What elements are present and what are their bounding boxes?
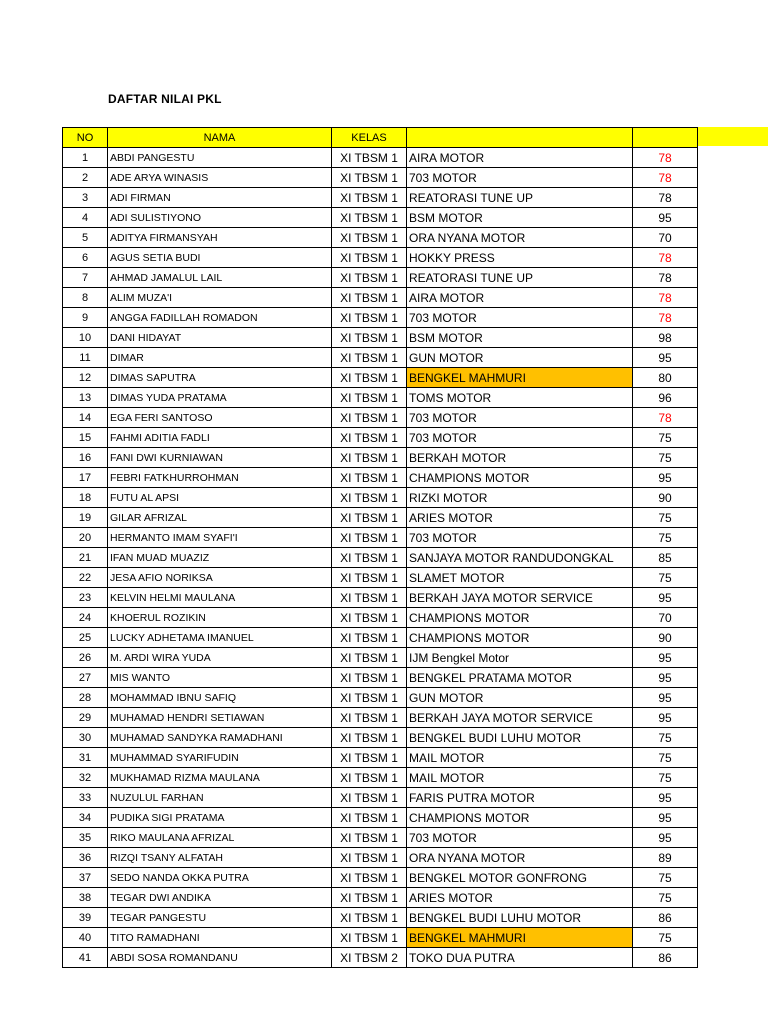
table-row (63, 948, 698, 968)
cell-nilai[interactable]: 78 (633, 188, 698, 208)
cell-nama[interactable]: RIZQI TSANY ALFATAH (108, 848, 332, 868)
cell-no[interactable]: 7 (63, 268, 108, 288)
table-row (63, 628, 698, 648)
cell-kelas[interactable]: XI TBSM 1 (332, 528, 407, 548)
cell-tempat[interactable]: ORA NYANA MOTOR (407, 848, 633, 868)
table-row (63, 188, 698, 208)
cell-nama[interactable]: AHMAD JAMALUL LAIL (108, 268, 332, 288)
cell-tempat[interactable]: BERKAH JAYA MOTOR SERVICE (407, 708, 633, 728)
cell-kelas[interactable]: XI TBSM 1 (332, 388, 407, 408)
cell-nilai[interactable]: 78 (633, 248, 698, 268)
cell-no[interactable]: 8 (63, 288, 108, 308)
cell-kelas[interactable]: XI TBSM 1 (332, 568, 407, 588)
table-row (63, 508, 698, 528)
header-nilai[interactable] (633, 128, 698, 148)
cell-tempat[interactable]: BSM MOTOR (407, 328, 633, 348)
cell-nilai[interactable]: 75 (633, 728, 698, 748)
cell-nilai[interactable]: 75 (633, 928, 698, 948)
header-fill-extension (695, 127, 768, 146)
cell-tempat[interactable]: 703 MOTOR (407, 828, 633, 848)
cell-kelas[interactable]: XI TBSM 1 (332, 308, 407, 328)
cell-nilai[interactable]: 78 (633, 288, 698, 308)
cell-nama[interactable]: ADI SULISTIYONO (108, 208, 332, 228)
cell-no[interactable]: 9 (63, 308, 108, 328)
cell-tempat[interactable]: CHAMPIONS MOTOR (407, 608, 633, 628)
cell-nilai[interactable]: 95 (633, 828, 698, 848)
cell-tempat[interactable]: RIZKI MOTOR (407, 488, 633, 508)
cell-nilai[interactable]: 95 (633, 788, 698, 808)
cell-kelas[interactable]: XI TBSM 1 (332, 188, 407, 208)
cell-nilai[interactable]: 78 (633, 408, 698, 428)
cell-nilai[interactable]: 78 (633, 308, 698, 328)
cell-no[interactable]: 11 (63, 348, 108, 368)
cell-nilai[interactable]: 70 (633, 228, 698, 248)
cell-no[interactable]: 27 (63, 668, 108, 688)
cell-tempat[interactable]: BERKAH MOTOR (407, 448, 633, 468)
cell-kelas[interactable]: XI TBSM 1 (332, 768, 407, 788)
cell-no[interactable]: 10 (63, 328, 108, 348)
cell-kelas[interactable]: XI TBSM 1 (332, 928, 407, 948)
cell-kelas[interactable]: XI TBSM 1 (332, 148, 407, 168)
cell-no[interactable]: 15 (63, 428, 108, 448)
cell-no[interactable]: 30 (63, 728, 108, 748)
cell-nama[interactable]: NUZULUL FARHAN (108, 788, 332, 808)
cell-kelas[interactable]: XI TBSM 1 (332, 348, 407, 368)
cell-nama[interactable]: GILAR AFRIZAL (108, 508, 332, 528)
cell-kelas[interactable]: XI TBSM 1 (332, 868, 407, 888)
header-kelas[interactable]: KELAS (332, 128, 407, 148)
table-row (63, 328, 698, 348)
cell-no[interactable]: 13 (63, 388, 108, 408)
table-row (63, 348, 698, 368)
table-row (63, 528, 698, 548)
cell-tempat[interactable]: BENGKEL BUDI LUHU MOTOR (407, 908, 633, 928)
cell-kelas[interactable]: XI TBSM 1 (332, 628, 407, 648)
cell-kelas[interactable]: XI TBSM 1 (332, 468, 407, 488)
cell-nama[interactable]: IFAN MUAD MUAZIZ (108, 548, 332, 568)
cell-nama[interactable]: JESA AFIO NORIKSA (108, 568, 332, 588)
cell-nilai[interactable]: 75 (633, 868, 698, 888)
cell-no[interactable]: 33 (63, 788, 108, 808)
cell-kelas[interactable]: XI TBSM 1 (332, 588, 407, 608)
cell-nilai[interactable]: 86 (633, 908, 698, 928)
cell-nama[interactable]: M. ARDI WIRA YUDA (108, 648, 332, 668)
table-row (63, 548, 698, 568)
table-row (63, 468, 698, 488)
cell-nilai[interactable]: 75 (633, 508, 698, 528)
cell-no[interactable]: 2 (63, 168, 108, 188)
cell-tempat[interactable]: SANJAYA MOTOR RANDUDONGKAL (407, 548, 633, 568)
header-no[interactable]: NO (63, 128, 108, 148)
cell-nama[interactable]: ADE ARYA WINASIS (108, 168, 332, 188)
cell-nilai[interactable]: 90 (633, 488, 698, 508)
table-row (63, 828, 698, 848)
cell-tempat[interactable]: 703 MOTOR (407, 408, 633, 428)
table-row (63, 568, 698, 588)
cell-kelas[interactable]: XI TBSM 1 (332, 648, 407, 668)
cell-tempat[interactable]: CHAMPIONS MOTOR (407, 628, 633, 648)
cell-kelas[interactable]: XI TBSM 1 (332, 908, 407, 928)
cell-nilai[interactable]: 95 (633, 208, 698, 228)
cell-kelas[interactable]: XI TBSM 1 (332, 848, 407, 868)
cell-tempat[interactable]: GUN MOTOR (407, 688, 633, 708)
cell-nama[interactable]: TEGAR PANGESTU (108, 908, 332, 928)
cell-nama[interactable]: PUDIKA SIGI PRATAMA (108, 808, 332, 828)
cell-nilai[interactable]: 95 (633, 348, 698, 368)
cell-tempat[interactable]: BERKAH JAYA MOTOR SERVICE (407, 588, 633, 608)
cell-tempat[interactable]: ARIES MOTOR (407, 888, 633, 908)
table-row (63, 408, 698, 428)
cell-no[interactable]: 36 (63, 848, 108, 868)
cell-nilai[interactable]: 95 (633, 648, 698, 668)
table-row (63, 808, 698, 828)
cell-kelas[interactable]: XI TBSM 2 (332, 948, 407, 968)
cell-nama[interactable]: MIS WANTO (108, 668, 332, 688)
cell-nilai[interactable]: 75 (633, 428, 698, 448)
cell-tempat[interactable]: ARIES MOTOR (407, 508, 633, 528)
cell-tempat[interactable]: TOKO DUA PUTRA (407, 948, 633, 968)
cell-nilai[interactable]: 70 (633, 608, 698, 628)
table-row (63, 868, 698, 888)
cell-no[interactable]: 32 (63, 768, 108, 788)
table-row (63, 368, 698, 388)
table-row (63, 768, 698, 788)
cell-kelas[interactable]: XI TBSM 1 (332, 208, 407, 228)
cell-nilai[interactable]: 75 (633, 568, 698, 588)
cell-kelas[interactable]: XI TBSM 1 (332, 748, 407, 768)
cell-no[interactable]: 21 (63, 548, 108, 568)
cell-tempat[interactable]: 703 MOTOR (407, 528, 633, 548)
cell-nilai[interactable]: 75 (633, 888, 698, 908)
cell-kelas[interactable]: XI TBSM 1 (332, 808, 407, 828)
cell-nama[interactable]: KHOERUL ROZIKIN (108, 608, 332, 628)
cell-kelas[interactable]: XI TBSM 1 (332, 368, 407, 388)
cell-no[interactable]: 19 (63, 508, 108, 528)
table-row (63, 888, 698, 908)
cell-nama[interactable]: DIMAS SAPUTRA (108, 368, 332, 388)
cell-no[interactable]: 4 (63, 208, 108, 228)
cell-no[interactable]: 28 (63, 688, 108, 708)
cell-no[interactable]: 26 (63, 648, 108, 668)
cell-nama[interactable]: AGUS SETIA BUDI (108, 248, 332, 268)
table-row (63, 588, 698, 608)
cell-no[interactable]: 40 (63, 928, 108, 948)
table-row (63, 748, 698, 768)
cell-no[interactable]: 24 (63, 608, 108, 628)
table-row (63, 268, 698, 288)
cell-tempat[interactable]: BENGKEL MOTOR GONFRONG (407, 868, 633, 888)
cell-kelas[interactable]: XI TBSM 1 (332, 728, 407, 748)
grade-sheet (62, 127, 698, 968)
cell-nama[interactable]: ADITYA FIRMANSYAH (108, 228, 332, 248)
cell-nilai[interactable]: 78 (633, 168, 698, 188)
table-row (63, 908, 698, 928)
table-row (63, 848, 698, 868)
cell-kelas[interactable]: XI TBSM 1 (332, 428, 407, 448)
table-row (63, 648, 698, 668)
cell-kelas[interactable]: XI TBSM 1 (332, 248, 407, 268)
cell-no[interactable]: 18 (63, 488, 108, 508)
cell-kelas[interactable]: XI TBSM 1 (332, 708, 407, 728)
cell-tempat[interactable]: 703 MOTOR (407, 308, 633, 328)
cell-tempat[interactable]: REATORASI TUNE UP (407, 268, 633, 288)
cell-tempat[interactable]: AIRA MOTOR (407, 288, 633, 308)
cell-kelas[interactable]: XI TBSM 1 (332, 608, 407, 628)
cell-nama[interactable]: LUCKY ADHETAMA IMANUEL (108, 628, 332, 648)
cell-no[interactable]: 38 (63, 888, 108, 908)
cell-no[interactable]: 1 (63, 148, 108, 168)
table-row (63, 248, 698, 268)
cell-nilai[interactable]: 78 (633, 268, 698, 288)
cell-tempat[interactable]: BENGKEL PRATAMA MOTOR (407, 668, 633, 688)
cell-kelas[interactable]: XI TBSM 1 (332, 828, 407, 848)
cell-nama[interactable]: ABDI SOSA ROMANDANU (108, 948, 332, 968)
cell-nilai[interactable]: 80 (633, 368, 698, 388)
cell-nama[interactable]: FAHMI ADITIA FADLI (108, 428, 332, 448)
cell-tempat[interactable]: CHAMPIONS MOTOR (407, 468, 633, 488)
cell-nilai[interactable]: 75 (633, 768, 698, 788)
cell-tempat[interactable]: ORA NYANA MOTOR (407, 228, 633, 248)
table-row (63, 148, 698, 168)
cell-tempat[interactable]: SLAMET MOTOR (407, 568, 633, 588)
cell-no[interactable]: 17 (63, 468, 108, 488)
table-row (63, 208, 698, 228)
cell-no[interactable]: 25 (63, 628, 108, 648)
cell-nama[interactable]: DIMAS YUDA PRATAMA (108, 388, 332, 408)
cell-kelas[interactable]: XI TBSM 1 (332, 668, 407, 688)
cell-nama[interactable]: KELVIN HELMI MAULANA (108, 588, 332, 608)
cell-kelas[interactable]: XI TBSM 1 (332, 548, 407, 568)
table-row (63, 708, 698, 728)
cell-nilai[interactable]: 95 (633, 668, 698, 688)
cell-no[interactable]: 6 (63, 248, 108, 268)
cell-nama[interactable]: FANI DWI KURNIAWAN (108, 448, 332, 468)
cell-nama[interactable]: FUTU AL APSI (108, 488, 332, 508)
cell-tempat[interactable]: BSM MOTOR (407, 208, 633, 228)
cell-no[interactable]: 5 (63, 228, 108, 248)
cell-nama[interactable]: EGA FERI SANTOSO (108, 408, 332, 428)
table-row (63, 668, 698, 688)
cell-tempat[interactable]: 703 MOTOR (407, 428, 633, 448)
cell-kelas[interactable]: XI TBSM 1 (332, 788, 407, 808)
header-row (63, 128, 698, 148)
cell-nilai[interactable]: 86 (633, 948, 698, 968)
table-row (63, 388, 698, 408)
table-row (63, 688, 698, 708)
cell-no[interactable]: 34 (63, 808, 108, 828)
cell-nama[interactable]: SEDO NANDA OKKA PUTRA (108, 868, 332, 888)
cell-nama[interactable]: RIKO MAULANA AFRIZAL (108, 828, 332, 848)
cell-no[interactable]: 29 (63, 708, 108, 728)
table-row (63, 488, 698, 508)
cell-kelas[interactable]: XI TBSM 1 (332, 268, 407, 288)
cell-nilai[interactable]: 98 (633, 328, 698, 348)
cell-nilai[interactable]: 78 (633, 148, 698, 168)
cell-nilai[interactable]: 85 (633, 548, 698, 568)
cell-nilai[interactable]: 95 (633, 588, 698, 608)
cell-tempat[interactable]: MAIL MOTOR (407, 748, 633, 768)
header-nama[interactable]: NAMA (108, 128, 332, 148)
cell-kelas[interactable]: XI TBSM 1 (332, 168, 407, 188)
table-row (63, 228, 698, 248)
cell-tempat[interactable]: CHAMPIONS MOTOR (407, 808, 633, 828)
cell-nilai[interactable]: 75 (633, 528, 698, 548)
cell-kelas[interactable]: XI TBSM 1 (332, 288, 407, 308)
cell-nilai[interactable]: 95 (633, 468, 698, 488)
table-row (63, 928, 698, 948)
cell-no[interactable]: 31 (63, 748, 108, 768)
table-body (63, 128, 698, 968)
cell-kelas[interactable]: XI TBSM 1 (332, 228, 407, 248)
cell-nama[interactable]: MUKHAMAD RIZMA MAULANA (108, 768, 332, 788)
cell-no[interactable]: 37 (63, 868, 108, 888)
cell-no[interactable]: 12 (63, 368, 108, 388)
cell-nilai[interactable]: 95 (633, 688, 698, 708)
cell-no[interactable]: 3 (63, 188, 108, 208)
table-row (63, 288, 698, 308)
cell-nama[interactable]: MUHAMMAD SYARIFUDIN (108, 748, 332, 768)
cell-nama[interactable]: ABDI PANGESTU (108, 148, 332, 168)
table-row (63, 608, 698, 628)
cell-nama[interactable]: HERMANTO IMAM SYAFI'I (108, 528, 332, 548)
cell-tempat[interactable]: GUN MOTOR (407, 348, 633, 368)
cell-tempat[interactable]: BENGKEL MAHMURI (407, 368, 633, 388)
cell-nama[interactable]: DANI HIDAYAT (108, 328, 332, 348)
cell-no[interactable]: 39 (63, 908, 108, 928)
cell-kelas[interactable]: XI TBSM 1 (332, 888, 407, 908)
cell-nama[interactable]: ALIM MUZA'I (108, 288, 332, 308)
table-row (63, 728, 698, 748)
cell-nilai[interactable]: 95 (633, 708, 698, 728)
table-row (63, 428, 698, 448)
cell-nilai[interactable]: 96 (633, 388, 698, 408)
cell-tempat[interactable]: IJM Bengkel Motor (407, 648, 633, 668)
cell-nilai[interactable]: 89 (633, 848, 698, 868)
table-row (63, 168, 698, 188)
cell-no[interactable]: 14 (63, 408, 108, 428)
cell-nilai[interactable]: 75 (633, 748, 698, 768)
cell-nama[interactable]: FEBRI FATKHURROHMAN (108, 468, 332, 488)
cell-no[interactable]: 35 (63, 828, 108, 848)
cell-nama[interactable]: TITO RAMADHANI (108, 928, 332, 948)
cell-nilai[interactable]: 90 (633, 628, 698, 648)
cell-kelas[interactable]: XI TBSM 1 (332, 448, 407, 468)
page-title: DAFTAR NILAI PKL (108, 92, 222, 106)
cell-kelas[interactable]: XI TBSM 1 (332, 688, 407, 708)
cell-kelas[interactable]: XI TBSM 1 (332, 328, 407, 348)
cell-tempat[interactable]: REATORASI TUNE UP (407, 188, 633, 208)
cell-tempat[interactable]: MAIL MOTOR (407, 768, 633, 788)
cell-nama[interactable]: MOHAMMAD IBNU SAFIQ (108, 688, 332, 708)
cell-tempat[interactable]: HOKKY PRESS (407, 248, 633, 268)
table-row (63, 308, 698, 328)
cell-nama[interactable]: DIMAR (108, 348, 332, 368)
cell-tempat[interactable]: TOMS MOTOR (407, 388, 633, 408)
cell-no[interactable]: 20 (63, 528, 108, 548)
cell-kelas[interactable]: XI TBSM 1 (332, 488, 407, 508)
cell-nilai[interactable]: 75 (633, 448, 698, 468)
cell-nama[interactable]: MUHAMAD HENDRI SETIAWAN (108, 708, 332, 728)
cell-nama[interactable]: MUHAMAD SANDYKA RAMADHANI (108, 728, 332, 748)
cell-nama[interactable]: ADI FIRMAN (108, 188, 332, 208)
cell-no[interactable]: 22 (63, 568, 108, 588)
cell-no[interactable]: 23 (63, 588, 108, 608)
cell-nama[interactable]: TEGAR DWI ANDIKA (108, 888, 332, 908)
cell-no[interactable]: 16 (63, 448, 108, 468)
cell-no[interactable]: 41 (63, 948, 108, 968)
table-row (63, 788, 698, 808)
cell-tempat[interactable]: BENGKEL MAHMURI (407, 928, 633, 948)
cell-kelas[interactable]: XI TBSM 1 (332, 508, 407, 528)
cell-tempat[interactable]: FARIS PUTRA MOTOR (407, 788, 633, 808)
cell-tempat[interactable]: AIRA MOTOR (407, 148, 633, 168)
cell-tempat[interactable]: BENGKEL BUDI LUHU MOTOR (407, 728, 633, 748)
cell-nama[interactable]: ANGGA FADILLAH ROMADON (108, 308, 332, 328)
cell-kelas[interactable]: XI TBSM 1 (332, 408, 407, 428)
grade-table (62, 127, 698, 968)
table-row (63, 448, 698, 468)
header-tempat[interactable] (407, 128, 633, 148)
cell-tempat[interactable]: 703 MOTOR (407, 168, 633, 188)
cell-nilai[interactable]: 95 (633, 808, 698, 828)
